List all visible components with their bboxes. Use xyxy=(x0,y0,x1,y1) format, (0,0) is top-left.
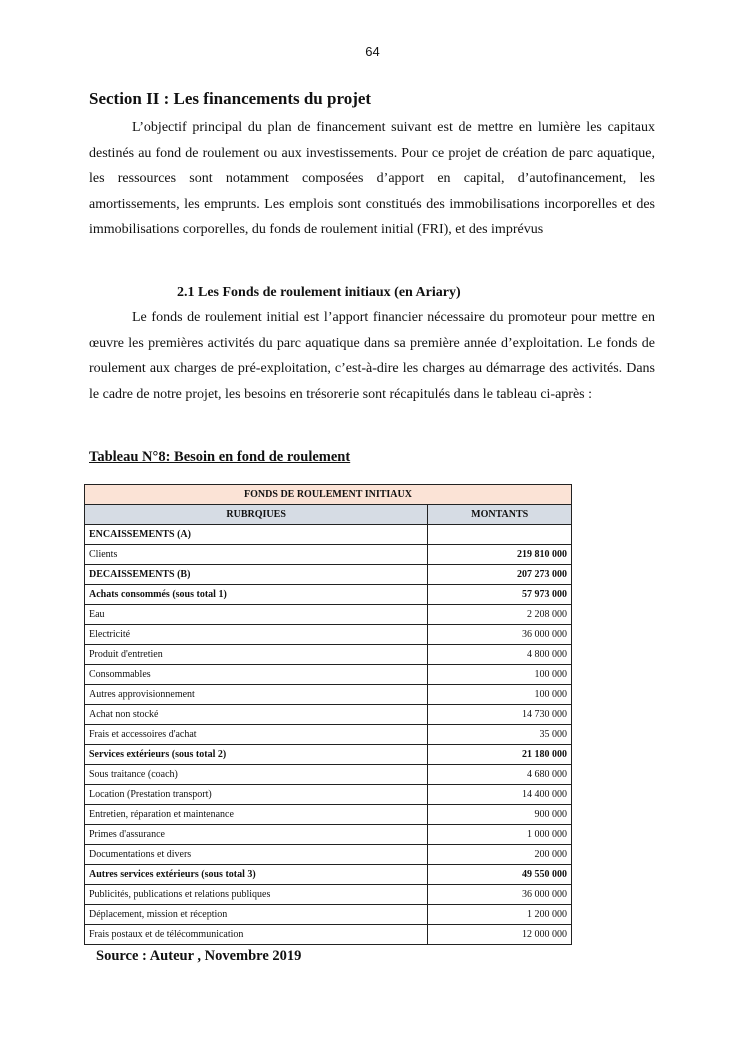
row-label: Clients xyxy=(85,545,428,565)
row-label: Publicités, publications et relations publiques xyxy=(85,885,428,905)
row-label: Primes d'assurance xyxy=(85,825,428,845)
row-amount: 49 550 000 xyxy=(428,865,572,885)
table-row xyxy=(85,745,572,765)
table-row xyxy=(85,925,572,945)
row-label: Autres approvisionnement xyxy=(85,685,428,705)
row-label: Consommables xyxy=(85,665,428,685)
row-label: Frais et accessoires d'achat xyxy=(85,725,428,745)
row-label: Achats consommés (sous total 1) xyxy=(85,585,428,605)
row-label: Frais postaux et de télécommunication xyxy=(85,925,428,945)
row-label: Documentations et divers xyxy=(85,845,428,865)
row-label: ENCAISSEMENTS (A) xyxy=(85,525,428,545)
row-amount xyxy=(428,525,572,545)
row-amount: 4 680 000 xyxy=(428,765,572,785)
row-amount: 4 800 000 xyxy=(428,645,572,665)
column-header-montants: MONTANTS xyxy=(428,505,572,525)
table-row xyxy=(85,625,572,645)
table-row xyxy=(85,845,572,865)
row-label: Entretien, réparation et maintenance xyxy=(85,805,428,825)
row-label: Autres services extérieurs (sous total 3) xyxy=(85,865,428,885)
row-amount: 57 973 000 xyxy=(428,585,572,605)
table-row xyxy=(85,605,572,625)
page-number: 64 xyxy=(365,44,380,59)
table-row xyxy=(85,805,572,825)
working-capital-table xyxy=(84,484,572,945)
column-header-rubriques: RUBRQIUES xyxy=(85,505,428,525)
row-amount: 36 000 000 xyxy=(428,625,572,645)
row-amount: 100 000 xyxy=(428,665,572,685)
table-row xyxy=(85,525,572,545)
row-label: Electricité xyxy=(85,625,428,645)
row-label: Services extérieurs (sous total 2) xyxy=(85,745,428,765)
table-caption: Tableau N°8: Besoin en fond de roulement xyxy=(89,449,351,465)
section-title: Section II : Les financements du projet xyxy=(89,89,372,108)
row-amount: 36 000 000 xyxy=(428,885,572,905)
row-amount: 35 000 xyxy=(428,725,572,745)
table-row xyxy=(85,645,572,665)
table-row xyxy=(85,885,572,905)
table-row xyxy=(85,565,572,585)
table-row xyxy=(85,585,572,605)
row-amount: 2 208 000 xyxy=(428,605,572,625)
intro-paragraph: L’objectif principal du plan de financement suivant est de mettre en lumière les capitaux destinés au fond de roulement ou aux investissements. Pour ce projet de création de parc aquatique, les ressources sont notamment composées d’apport en capital, d’autofinancement, les amortissements, les emprunts. Les emplois sont constitués des immobilisations incorporelles et des immobilisations corporelles, du fonds de roulement initial (FRI), et des imprévus xyxy=(89,120,655,237)
table-row xyxy=(85,545,572,565)
row-amount: 219 810 000 xyxy=(428,545,572,565)
source-note: Source : Auteur , Novembre 2019 xyxy=(96,948,302,964)
row-amount: 14 730 000 xyxy=(428,705,572,725)
table-row xyxy=(85,765,572,785)
row-amount: 100 000 xyxy=(428,685,572,705)
table-row xyxy=(85,785,572,805)
row-label: DECAISSEMENTS (B) xyxy=(85,565,428,585)
table-row xyxy=(85,725,572,745)
row-label: Eau xyxy=(85,605,428,625)
fri-paragraph: Le fonds de roulement initial est l’apport financier nécessaire du promoteur pour mettre en œuvre les premières activités du parc aquatique dans sa première année d’exploitation. Le fonds de roulement aux charges de pré-exploitation, c’est-à-dire les charges au démarrage des activités. Dans le cadre de notre projet, les besoins en trésorerie sont récapitulés dans le tableau ci-après : xyxy=(89,310,655,402)
table-row xyxy=(85,685,572,705)
subsection-title: 2.1 Les Fonds de roulement initiaux (en Ariary) xyxy=(177,285,461,300)
row-label: Achat non stocké xyxy=(85,705,428,725)
table-row xyxy=(85,705,572,725)
row-amount: 14 400 000 xyxy=(428,785,572,805)
table-row xyxy=(85,665,572,685)
row-amount: 1 200 000 xyxy=(428,905,572,925)
row-amount: 1 000 000 xyxy=(428,825,572,845)
row-amount: 12 000 000 xyxy=(428,925,572,945)
row-amount: 207 273 000 xyxy=(428,565,572,585)
table-row xyxy=(85,825,572,845)
row-label: Location (Prestation transport) xyxy=(85,785,428,805)
row-label: Sous traitance (coach) xyxy=(85,765,428,785)
table-row xyxy=(85,865,572,885)
row-label: Produit d'entretien xyxy=(85,645,428,665)
row-amount: 21 180 000 xyxy=(428,745,572,765)
table-row xyxy=(85,905,572,925)
row-label: Déplacement, mission et réception xyxy=(85,905,428,925)
row-amount: 900 000 xyxy=(428,805,572,825)
table-title: FONDS DE ROULEMENT INITIAUX xyxy=(85,485,572,505)
row-amount: 200 000 xyxy=(428,845,572,865)
table-body xyxy=(85,525,572,945)
